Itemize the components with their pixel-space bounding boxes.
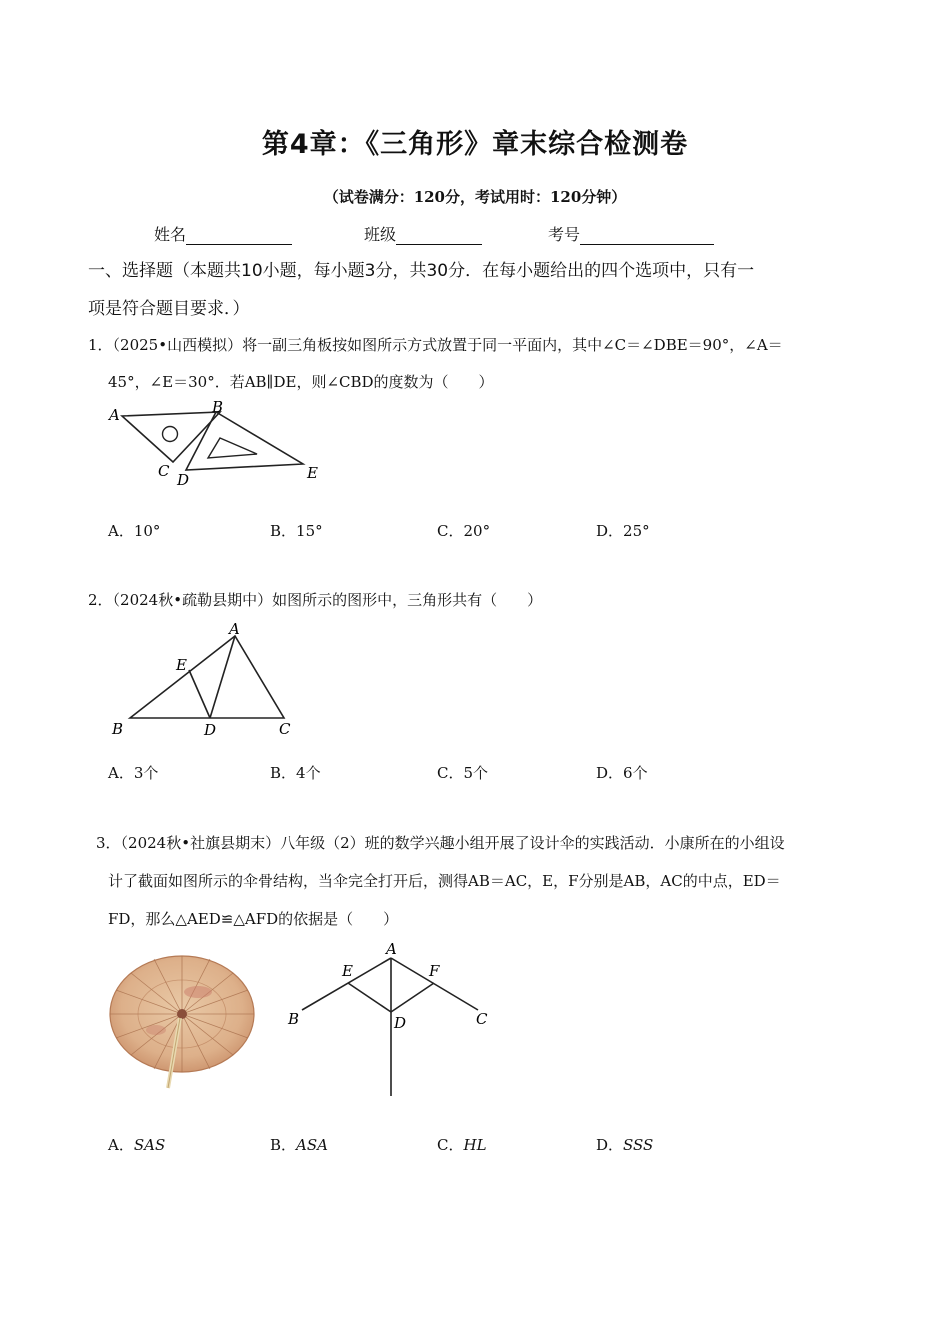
q1-option-a: A．10° [108, 522, 161, 540]
q3-option-a-letter: A． [108, 1136, 134, 1154]
id-label: 考号 [548, 225, 581, 244]
q3-label-e: E [342, 962, 353, 980]
q3-option-c [437, 1134, 487, 1155]
q1-text-line2: 45°，∠E＝30°．若AB∥DE，则∠CBD的度数为（ ） [108, 373, 494, 391]
name-label: 姓名 [154, 225, 187, 244]
q2-option-a: A．3个 [108, 764, 159, 782]
q2-label-c: C [279, 720, 291, 738]
q3-option-b-value: ASA [296, 1136, 328, 1154]
q1-option-c: C．20° [437, 522, 491, 540]
q2-option-d: D．6个 [596, 764, 648, 782]
q3-label-f: F [429, 962, 440, 980]
q1-option-b: B．15° [270, 522, 323, 540]
id-blank [580, 228, 714, 245]
section-heading-line1: 一、选择题（本题共10小题，每小题3分，共30分．在每小题给出的四个选项中，只有一 [88, 261, 755, 281]
q2-option-b: B．4个 [270, 764, 321, 782]
q3-label-b: B [288, 1010, 300, 1028]
q1-label-d: D [177, 471, 190, 489]
q1-label-a: A [109, 406, 120, 424]
q3-option-d-letter: D． [596, 1136, 624, 1154]
q2-figure [104, 620, 304, 740]
q3-option-b-letter: B． [270, 1136, 297, 1154]
q3-option-b [270, 1134, 328, 1155]
q3-text-line3: FD，那么△AED≌△AFD的依据是（ ） [108, 910, 399, 928]
q3-text-line1: 3．（2024秋•社旗县期末）八年级（2）班的数学兴趣小组开展了设计伞的实践活动．小康所在的小组设 [96, 834, 785, 852]
q2-label-b: B [112, 720, 124, 738]
q1-option-d: D．25° [596, 522, 650, 540]
q3-label-d: D [394, 1014, 407, 1032]
q1-figure [100, 398, 340, 498]
q3-option-c-value: HL [463, 1136, 487, 1154]
id-field [548, 222, 714, 245]
q1-label-c: C [158, 462, 170, 480]
q1-label-e: E [307, 464, 318, 482]
q3-label-c: C [476, 1010, 488, 1028]
q3-option-d [596, 1134, 653, 1155]
q3-label-a: A [386, 940, 397, 958]
class-field [364, 222, 482, 245]
page-title: 第4章：《三角形》章末综合检测卷 [261, 129, 689, 160]
section-heading-line2: 项是符合题目要求．） [88, 299, 250, 319]
class-label: 班级 [364, 225, 397, 244]
name-blank [186, 228, 292, 245]
q2-label-a: A [229, 620, 240, 638]
q3-text-line2: 计了截面如图所示的伞骨结构，当伞完全打开后，测得AB＝AC，E，F分别是AB，AC的中点，ED＝ [108, 872, 781, 890]
q2-label-e: E [176, 656, 187, 674]
q3-figure [282, 940, 502, 1100]
q1-text-line1: 1．（2025•山西模拟）将一副三角板按如图所示方式放置于同一平面内，其中∠C＝∠DBE＝90°，∠A＝ [88, 336, 783, 354]
q3-option-a-value: SAS [133, 1136, 166, 1154]
q3-option-a [108, 1134, 165, 1155]
q3-option-d-value: SSS [623, 1136, 654, 1154]
umbrella-photo [106, 950, 258, 1096]
exam-meta: （试卷满分：120分，考试用时：120分钟） [323, 188, 627, 206]
name-field [154, 222, 292, 245]
q2-text-line1: 2．（2024秋•疏勒县期中）如图所示的图形中，三角形共有（ ） [88, 591, 543, 609]
class-blank [396, 228, 482, 245]
q2-option-c: C．5个 [437, 764, 489, 782]
q3-option-c-letter: C． [437, 1136, 464, 1154]
q1-label-b: B [212, 398, 224, 416]
q2-label-d: D [204, 721, 217, 739]
